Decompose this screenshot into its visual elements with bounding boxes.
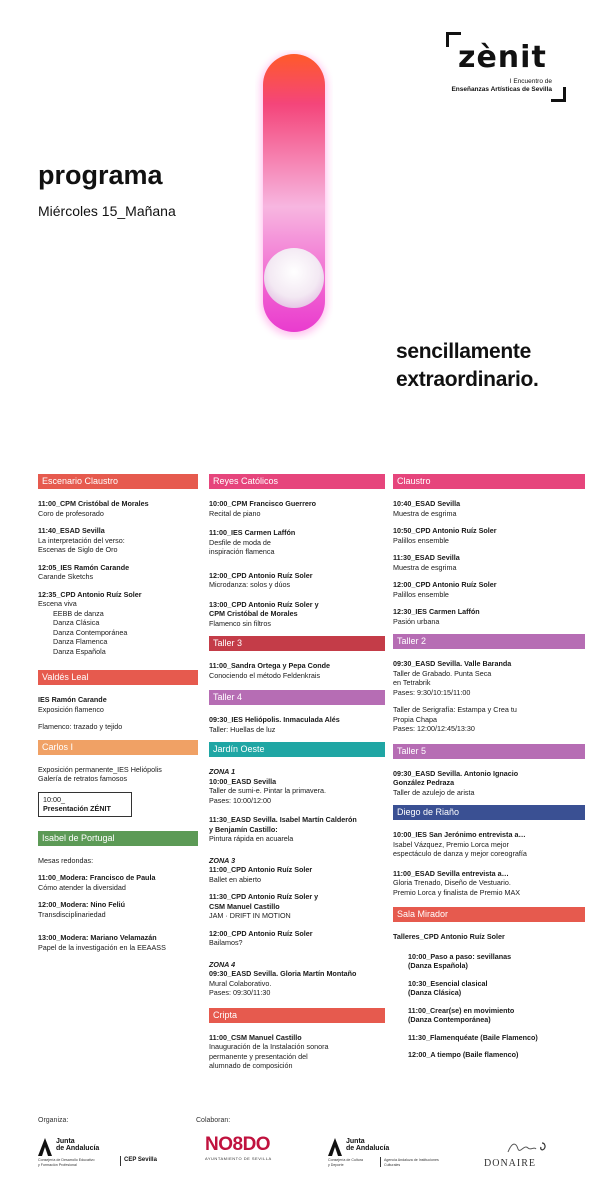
event-sub-item: EEBB de danza bbox=[53, 608, 104, 618]
event-title: 12:00_CPD Antonio Ruíz Soler bbox=[209, 570, 313, 580]
event-title: 11:40_ESAD Sevilla bbox=[38, 526, 105, 535]
section-header-taller-2: Taller 2 bbox=[393, 634, 585, 649]
event-item bbox=[38, 590, 198, 657]
zenit-logo bbox=[446, 32, 566, 102]
event-desc: Recital de piano bbox=[209, 508, 261, 518]
presentation-box bbox=[38, 792, 132, 817]
event-desc: alumnado de composición bbox=[209, 1061, 293, 1070]
event-item bbox=[38, 933, 198, 952]
event-title: 10:00_IES San Jerónimo entrevista a… bbox=[393, 830, 526, 839]
donaire-wordmark: DONAIRE bbox=[484, 1158, 536, 1169]
zone-label: ZONA 4 bbox=[209, 959, 236, 969]
event-item bbox=[393, 705, 585, 734]
event-desc: Propia Chapa bbox=[393, 714, 437, 724]
junta-emblem-icon bbox=[38, 1138, 52, 1156]
event-sub-item: Danza Clásica bbox=[53, 618, 100, 627]
organiza-label: Organiza: bbox=[38, 1117, 69, 1124]
event-passes: Pases: 9:30/10:15/11:00 bbox=[393, 687, 471, 697]
junta-name-1: Junta bbox=[56, 1138, 75, 1145]
event-item bbox=[393, 659, 585, 697]
event-item bbox=[209, 856, 385, 885]
event-item bbox=[38, 563, 198, 582]
event-item bbox=[38, 722, 198, 732]
event-desc: Palillos ensemble bbox=[393, 589, 449, 599]
event-sub-item: Danza Flamenca bbox=[53, 637, 108, 646]
event-desc: espectáculo de danza y mejor coreografía bbox=[393, 849, 527, 858]
event-title: Talleres_CPD Antonio Ruíz Soler bbox=[393, 932, 505, 941]
event-title: 12:00_CPD Antonio Ruíz Soler bbox=[393, 580, 497, 589]
event-title: 09:30_EASD Sevilla. Antonio Ignacio bbox=[393, 768, 519, 778]
event-desc: Bailamos? bbox=[209, 938, 243, 947]
event-title: Exposición permanente_IES Heliópolis bbox=[38, 764, 162, 774]
event-item bbox=[38, 526, 198, 555]
event-item bbox=[209, 929, 385, 948]
event-title: CPM Cristóbal de Morales bbox=[209, 609, 298, 618]
donaire-logo bbox=[484, 1140, 568, 1172]
event-item bbox=[209, 1033, 385, 1071]
section-header-sala-mirador: Sala Mirador bbox=[393, 907, 585, 922]
event-item bbox=[393, 769, 585, 798]
event-desc: Muestra de esgrima bbox=[393, 508, 457, 518]
program-column-3 bbox=[393, 474, 585, 1068]
event-desc: Taller: Huellas de luz bbox=[209, 724, 276, 734]
event-title: 12:00_CPD Antonio Ruíz Soler bbox=[209, 928, 313, 938]
event-item bbox=[38, 499, 198, 518]
event-item bbox=[38, 856, 198, 866]
event-item bbox=[38, 873, 198, 892]
junta-andalucia-cultura-logo bbox=[328, 1138, 448, 1170]
event-desc: (Danza Clásica) bbox=[408, 988, 462, 997]
event-title: Presentación ZÉNIT bbox=[43, 804, 111, 813]
logo-subtitle-1: I Encuentro de bbox=[509, 78, 552, 85]
event-title: 12:35_CPD Antonio Ruíz Soler bbox=[38, 589, 142, 599]
event-title: 12:05_IES Ramón Carande bbox=[38, 562, 130, 572]
event-desc: Conociendo el método Feldenkrais bbox=[209, 670, 321, 680]
event-title: 11:00_Crear(se) en movimiento bbox=[408, 1005, 515, 1015]
event-desc: Carande Sketchs bbox=[38, 572, 94, 581]
section-header-diego-de-riano: Diego de Riaño bbox=[393, 805, 585, 820]
event-desc: permanente y presentación del bbox=[209, 1051, 308, 1061]
event-title: 13:00_CPD Antonio Ruíz Soler y bbox=[209, 599, 319, 609]
event-item bbox=[408, 1006, 585, 1025]
logo-divider bbox=[380, 1157, 381, 1167]
event-title: 11:00_CSM Manuel Castillo bbox=[209, 1032, 302, 1042]
colaboran-label: Colaboran: bbox=[196, 1117, 231, 1124]
event-desc: Escenas de Siglo de Oro bbox=[38, 545, 118, 554]
page-date: Miércoles 15_Mañana bbox=[38, 203, 176, 219]
event-sub-item: Danza Contemporánea bbox=[53, 627, 128, 637]
program-column-2 bbox=[209, 474, 385, 1079]
event-desc: Taller de Grabado. Punta Seca bbox=[393, 668, 492, 678]
event-title: 10:50_CPD Antonio Ruíz Soler bbox=[393, 526, 497, 535]
event-desc: en Tetrabrik bbox=[393, 678, 431, 687]
event-item bbox=[38, 695, 198, 714]
event-desc: Flamenco: trazado y tejido bbox=[38, 722, 123, 731]
junta-name-2: de Andalucía bbox=[346, 1145, 390, 1152]
event-title: 11:00_Modera: Francisco de Paula bbox=[38, 873, 156, 882]
junta-dept-2: y Formación Profesional bbox=[38, 1163, 77, 1167]
event-desc: Taller de sumi-e. Pintar la primavera. bbox=[209, 786, 327, 795]
event-item bbox=[209, 528, 385, 557]
event-title: CSM Manuel Castillo bbox=[209, 901, 280, 911]
event-title: 09:30_EASD Sevilla. Valle Baranda bbox=[393, 659, 512, 668]
event-title: 11:30_Flamenquéate (Baile Flamenco) bbox=[408, 1032, 538, 1042]
section-header-valdes-leal: Valdés Leal bbox=[38, 670, 198, 685]
section-header-carlos-i: Carlos I bbox=[38, 740, 198, 755]
event-desc: Premio Lorca y finalista de Premio MAX bbox=[393, 887, 521, 897]
event-desc: Isabel Vázquez, Premio Lorca mejor bbox=[393, 839, 509, 849]
event-item bbox=[408, 979, 585, 998]
event-desc: Transdisciplinariedad bbox=[38, 909, 106, 919]
event-title: 11:00_CPD Antonio Ruíz Soler bbox=[209, 865, 313, 874]
event-desc: (Danza Española) bbox=[408, 961, 468, 970]
gradient-pill-graphic bbox=[255, 50, 333, 340]
event-passes: Pases: 09:30/11:30 bbox=[209, 988, 271, 997]
event-time: 10:00_ bbox=[43, 794, 65, 804]
event-desc: Ballet en abierto bbox=[209, 874, 261, 884]
logo-word: zènit bbox=[458, 40, 547, 75]
event-item bbox=[408, 1050, 585, 1060]
event-item bbox=[209, 715, 385, 734]
event-desc: (Danza Contemporánea) bbox=[408, 1015, 491, 1024]
event-desc: Taller de azulejo de arista bbox=[393, 787, 475, 797]
event-sub-item: Danza Española bbox=[53, 646, 106, 656]
event-desc: Galería de retratos famosos bbox=[38, 774, 128, 783]
event-desc: Muestra de esgrima bbox=[393, 562, 457, 572]
zone-label: ZONA 1 bbox=[209, 767, 236, 776]
section-header-isabel-de-portugal: Isabel de Portugal bbox=[38, 831, 198, 846]
tagline-line-1: sencillamente bbox=[396, 340, 531, 363]
junta-andalucia-educacion-logo bbox=[38, 1138, 198, 1168]
event-item bbox=[393, 499, 585, 518]
event-desc: Escena viva bbox=[38, 599, 77, 608]
event-item bbox=[209, 661, 385, 680]
event-desc: Taller de Serigrafía: Estampa y Crea tu bbox=[393, 705, 517, 714]
event-item bbox=[393, 607, 585, 626]
section-header-reyes-catolicos: Reyes Católicos bbox=[209, 474, 385, 489]
section-header-taller-4: Taller 4 bbox=[209, 690, 385, 705]
ayuntamiento-sevilla-logo bbox=[205, 1134, 285, 1168]
event-desc: Gloria Trenado, Diseño de Vestuario. bbox=[393, 878, 511, 887]
event-item bbox=[209, 815, 385, 844]
event-desc: Cómo atender la diversidad bbox=[38, 882, 126, 892]
event-title: 11:30_EASD Sevilla. Isabel Martín Calderón bbox=[209, 815, 357, 824]
event-desc: Flamenco sin filtros bbox=[209, 618, 271, 628]
event-item bbox=[393, 830, 585, 859]
event-desc: JAM · DRIFT IN MOTION bbox=[209, 911, 291, 920]
event-desc: Desfile de moda de bbox=[209, 537, 271, 547]
event-title: 11:00_Sandra Ortega y Pepa Conde bbox=[209, 661, 331, 670]
page-title: programa bbox=[38, 160, 163, 190]
event-title: 11:00_ESAD Sevilla entrevista a… bbox=[393, 868, 509, 878]
signature-icon bbox=[490, 1140, 562, 1156]
event-title: IES Ramón Carande bbox=[38, 695, 107, 704]
event-desc: Coro de profesorado bbox=[38, 508, 104, 518]
nodo-wordmark: NO8DO bbox=[205, 1134, 271, 1155]
event-title: 10:00_Paso a paso: sevillanas bbox=[408, 951, 512, 961]
event-item bbox=[209, 960, 385, 998]
event-item bbox=[393, 869, 585, 898]
section-header-jardin-oeste: Jardín Oeste bbox=[209, 742, 385, 757]
event-item bbox=[209, 571, 385, 590]
event-desc: Exposición flamenco bbox=[38, 704, 104, 714]
event-title: 11:00_CPM Cristóbal de Morales bbox=[38, 499, 149, 508]
junta-dept-1: Consejería de Desarrollo Educativo bbox=[38, 1158, 95, 1162]
logo-divider bbox=[120, 1156, 121, 1166]
section-header-taller-5: Taller 5 bbox=[393, 744, 585, 759]
event-title: 12:30_IES Carmen Laffón bbox=[393, 607, 480, 616]
event-item bbox=[209, 499, 385, 518]
junta-name-1: Junta bbox=[346, 1138, 365, 1145]
section-header-cripta: Cripta bbox=[209, 1008, 385, 1023]
ayuntamiento-label: AYUNTAMIENTO DE SEVILLA bbox=[205, 1156, 272, 1161]
cep-sevilla: CEP Sevilla bbox=[124, 1157, 157, 1163]
event-title: 11:30_ESAD Sevilla bbox=[393, 553, 460, 562]
tagline bbox=[396, 338, 539, 394]
event-item bbox=[393, 553, 585, 572]
section-header-claustro: Claustro bbox=[393, 474, 585, 489]
agencia-label: Agencia Andaluza de Instituciones Culturales bbox=[384, 1158, 439, 1167]
section-header-taller-3: Taller 3 bbox=[209, 636, 385, 651]
event-passes: Pases: 12:00/12:45/13:30 bbox=[393, 724, 475, 733]
event-desc: La interpretación del verso: bbox=[38, 535, 125, 545]
event-title: 11:00_IES Carmen Laffón bbox=[209, 528, 296, 537]
mirador-workshops bbox=[393, 952, 585, 1060]
event-item bbox=[38, 765, 198, 784]
event-title: 11:30_CPD Antonio Ruíz Soler y bbox=[209, 892, 319, 901]
event-title: González Pedraza bbox=[393, 778, 455, 787]
event-passes: Pases: 10:00/12:00 bbox=[209, 795, 271, 805]
event-title: 09:30_EASD Sevilla. Gloria Martín Montaño bbox=[209, 969, 357, 978]
event-desc: Papel de la investigación en la EEAASS bbox=[38, 942, 166, 952]
event-desc: inspiración flamenca bbox=[209, 547, 275, 556]
event-item bbox=[408, 1033, 585, 1043]
junta-name-2: de Andalucía bbox=[56, 1145, 100, 1152]
event-title: 10:00_EASD Sevilla bbox=[209, 776, 277, 786]
event-item bbox=[209, 892, 385, 921]
logo-corner-bottom-right bbox=[551, 87, 566, 102]
tagline-line-2: extraordinario. bbox=[396, 368, 539, 391]
event-item bbox=[393, 526, 585, 545]
event-item bbox=[209, 767, 385, 805]
junta-emblem-icon bbox=[328, 1138, 342, 1156]
event-title: y Benjamín Castillo: bbox=[209, 824, 278, 834]
event-item bbox=[408, 952, 585, 971]
program-column-1 bbox=[38, 474, 198, 960]
event-title: 12:00_A tiempo (Baile flamenco) bbox=[408, 1050, 519, 1059]
event-desc: Microdanza: solos y dúos bbox=[209, 580, 291, 589]
event-desc: Palillos ensemble bbox=[393, 535, 449, 545]
event-desc: Pintura rápida en acuarela bbox=[209, 834, 294, 843]
event-item bbox=[393, 580, 585, 599]
event-desc: Mural Colaborativo. bbox=[209, 978, 272, 988]
event-title: 13:00_Modera: Mariano Velamazán bbox=[38, 933, 157, 942]
event-title: 10:30_Esencial clasical bbox=[408, 978, 488, 988]
zone-label: ZONA 3 bbox=[209, 855, 236, 865]
event-title: 09:30_IES Heliópolis. Inmaculada Alés bbox=[209, 715, 340, 724]
junta-dept-2: y Deporte bbox=[328, 1163, 344, 1167]
event-item bbox=[393, 932, 585, 942]
section-header-escenario-claustro: Escenario Claustro bbox=[38, 474, 198, 489]
event-item bbox=[209, 600, 385, 629]
event-title: 10:00_CPM Francisco Guerrero bbox=[209, 499, 317, 508]
event-title: 10:40_ESAD Sevilla bbox=[393, 499, 461, 508]
junta-dept-1: Consejería de Cultura bbox=[328, 1158, 363, 1162]
event-desc: Pasión urbana bbox=[393, 616, 440, 626]
event-title: 12:00_Modera: Nino Feliú bbox=[38, 900, 126, 909]
logo-subtitle-2: Enseñanzas Artísticas de Sevilla bbox=[451, 86, 552, 93]
event-intro: Mesas redondas: bbox=[38, 855, 94, 865]
event-item bbox=[38, 900, 198, 919]
event-desc: Inauguración de la Instalación sonora bbox=[209, 1042, 329, 1051]
